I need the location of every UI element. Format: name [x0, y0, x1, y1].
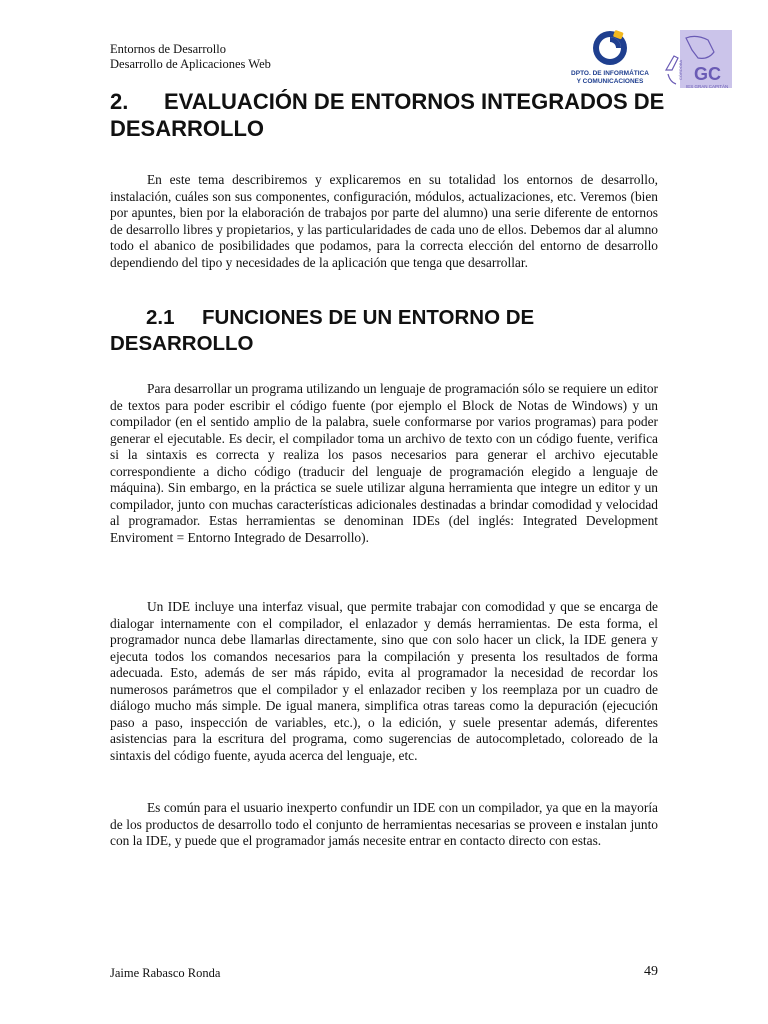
section-heading — [110, 88, 670, 142]
department-logo-icon — [590, 28, 630, 68]
school-logo-icon — [664, 30, 736, 92]
subsection-title: FUNCIONES DE UN ENTORNO DE DESARROLLO — [110, 306, 535, 355]
subsection-heading — [110, 305, 670, 357]
subsection-number: 2.1 — [146, 306, 175, 329]
section-title: EVALUACIÓN DE ENTORNOS INTEGRADOS DE DESARROLLO — [110, 89, 665, 141]
department-logo-text: DPTO. DE INFORMÁTICA Y COMUNICACIONES — [571, 70, 649, 85]
svg-text:CÓRDOBA: CÓRDOBA — [678, 59, 683, 80]
page-number: 49 — [644, 964, 658, 979]
school-logo — [664, 30, 736, 92]
body-paragraph-1: Para desarrollar un programa utilizando un lenguaje de programación sólo se requiere un editor de textos para poder escribir el código fuente (por ejemplo el Block de Notas de Windows) y un compilador (en el sentido amplio de la palabra, suele conformarse por varios programas) para poder generar el ejecutable. Es decir, el compilador toma un archivo de texto con un código fuente, verifica si la sintaxis es correcta y realiza los pasos necesarios para generar el archivo ejecutable correspondiente a dicho código (traducir del lenguaje de programación elegido a lenguaje de máquina). Sin embargo, en la práctica se suele utilizar alguna herramienta que integre un editor y un compilador, junto con muchas características adicionales destinadas a brindar comodidad y velocidad al programador. Estas herramientas se denominan IDEs (del inglés: Integrated Development Enviroment = Entorno Integrado de Desarrollo). — [110, 381, 658, 545]
header-program: Desarrollo de Aplicaciones Web — [110, 57, 271, 71]
svg-text:GC: GC — [694, 64, 721, 84]
department-logo — [560, 28, 660, 94]
svg-text:IES GRAN CAPITÁN: IES GRAN CAPITÁN — [686, 84, 729, 89]
intro-paragraph: En este tema describiremos y explicaremos en su totalidad los entornos de desarrollo, instalación, cuáles son sus componentes, configuración, módulos, actualizaciones, etc. Veremos (bien por apuntes, bien por la elaboración de trabajos por parte del alumno) una serie diferente de entornos de desarrollo libres y propietarios, y las particularidades de cada uno de ellos. Debemos dar al alumno todo el abanico de posibilidades que podamos, para la correcta elección del entorno de desarrollo dependiendo del tipo y necesidades de la aplicación que tenga que desarrollar. — [110, 172, 658, 270]
running-header — [110, 42, 271, 72]
body-paragraph-2: Un IDE incluye una interfaz visual, que permite trabajar con comodidad y que se encarga de dialogar internamente con el compilador, el enlazador y demás herramientas. De esta forma, el programador nunca debe llamarlas directamente, sino que con solo hacer un click, la IDE genera y ejecuta todos los comandos necesarios para la compilación y presenta los resultados de forma adecuada. Esto, además de ser más rápido, evita al programador la necesidad de recordar los numerosos parámetros que el compilador y el enlazador reciben y los reemplaza por un cuadro de diálogo mucho más simple. De igual manera, simplifica otras tareas como la depuración (ejecución paso a paso, inspección de variables, etc.), o la edición, y suele presentar además, diferentes asistencias para la escritura del programa, como sugerencias de autocompletado, coloreado de la sintaxis del código fuente, ayuda acerca del lenguaje, etc. — [110, 599, 658, 763]
body-paragraph-3: Es común para el usuario inexperto confundir un IDE con un compilador, ya que en la mayoría de los productos de desarrollo todo el conjunto de herramientas necesarias se proveen e instalan junto con la IDE, y puede que el programador jamás necesite entrar en contacto directo con estas. — [110, 800, 658, 848]
footer-author: Jaime Rabasco Ronda — [110, 966, 221, 980]
section-number: 2. — [110, 89, 129, 114]
header-course: Entornos de Desarrollo — [110, 42, 226, 56]
